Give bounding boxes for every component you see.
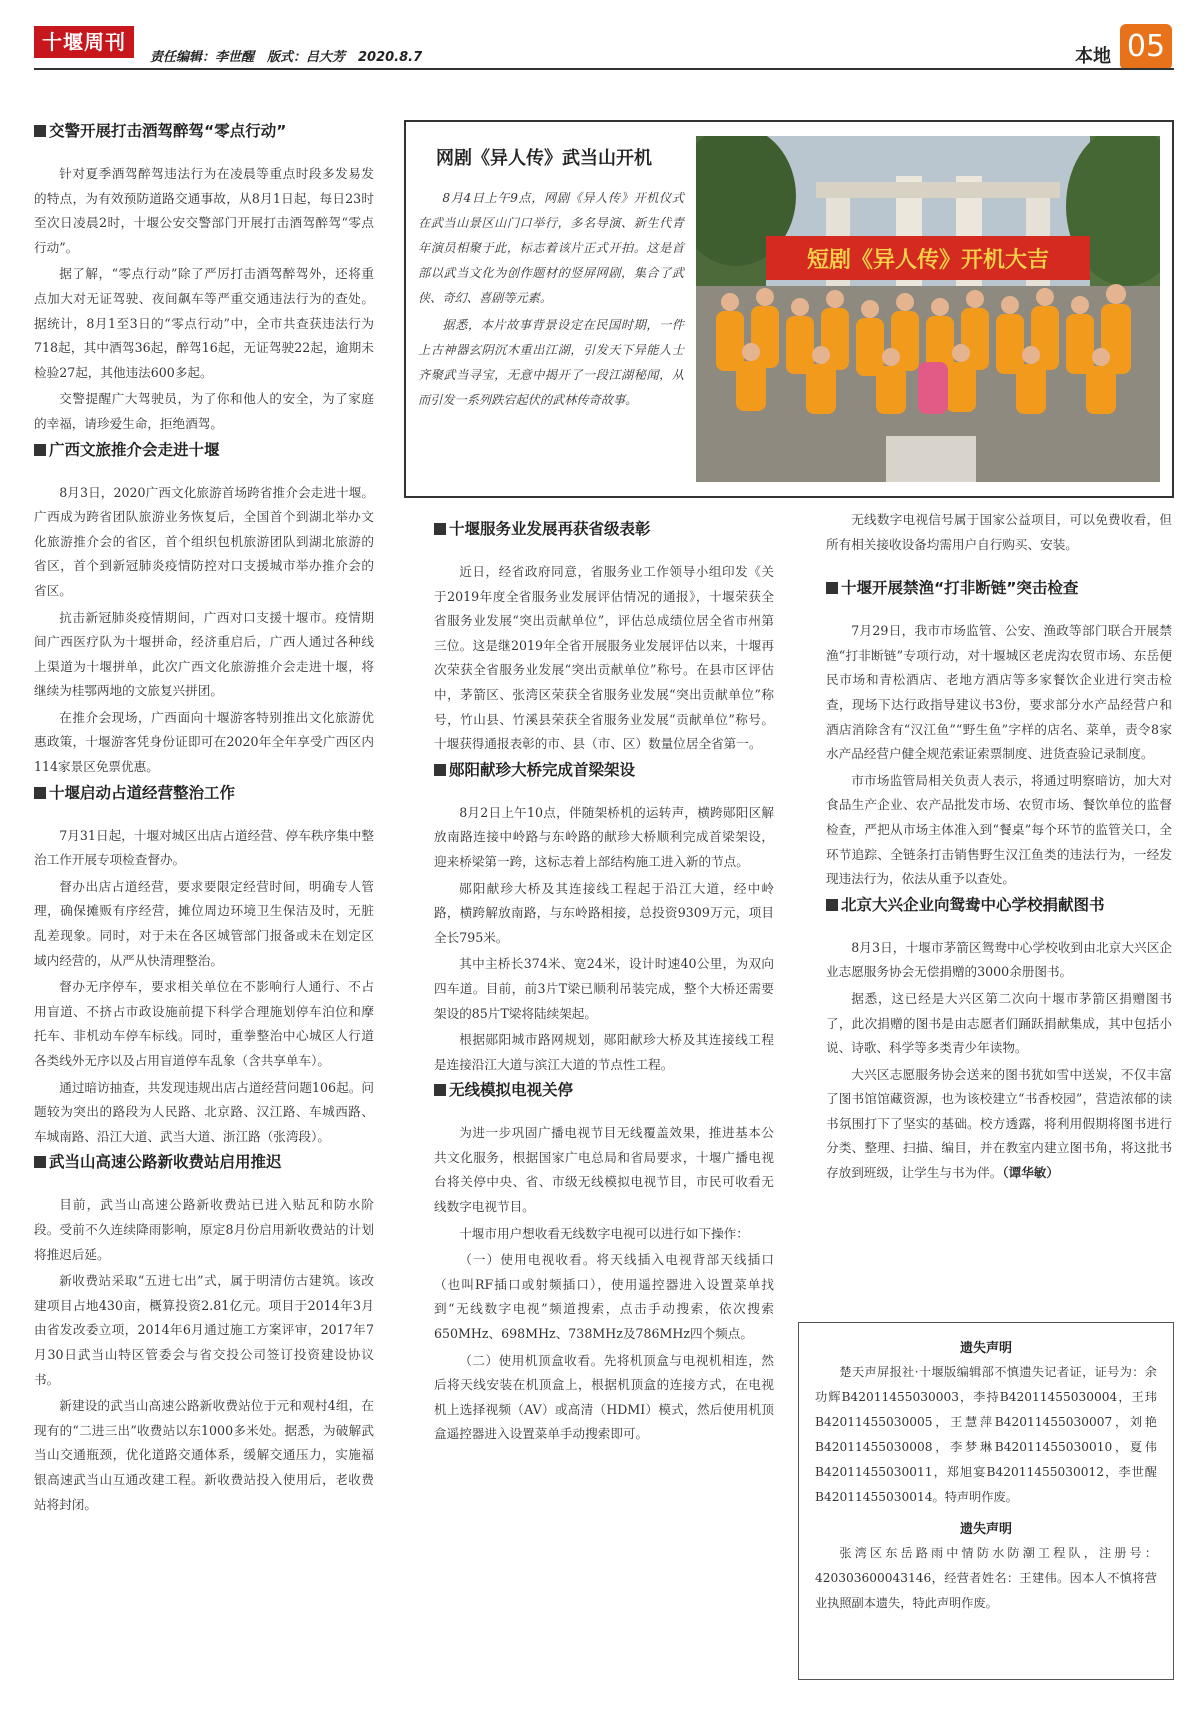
article (34, 439, 374, 780)
article-title-text: 十堰启动占道经营整治工作 (49, 783, 236, 802)
article-paragraph: 近日，经省政府同意，省服务业工作领导小组印发《关于2019年度全省服务业发展评估情况的通报》，十堰荣获全省服务业发展“突出贡献单位”，评估总成绩位居全省市州第三位。这是继2019年全省开展服务业发展评估以来，十堰再次荣获全省服务业发展“突出贡献单位”称号。在县市区评估中，茅箭区、张湾区荣获全省服务业发展“突出贡献单位”称号，竹山县、竹溪县荣获全省服务业发展“贡献单位”称号。十堰获得通报表彰的市、县（市、区）数量位居全省第一。 (434, 564, 774, 752)
notice-title: 遗失声明 (959, 1522, 1012, 1537)
section-label: 本地 (1075, 46, 1111, 67)
article-title (826, 894, 1172, 916)
article-paragraph: 十堰市用户想收看无线数字电视可以进行如下操作： (459, 1225, 749, 1241)
article (826, 577, 1172, 892)
article-continuation: 无线数字电视信号属于国家公益项目，可以免费收看，但所有相关接收设备均需用户自行购买、安装。 (826, 512, 1172, 552)
article-paragraph: 针对夏季酒驾醉驾违法行为在凌晨等重点时段多发易发的特点，为有效预防道路交通事故，从8月1日起，每日23时至次日凌晨2时，十堰公安交警部门开展打击酒驾醉驾“零点行动”。 (34, 166, 374, 255)
article (826, 894, 1172, 1186)
middle-column (434, 518, 774, 1449)
article-paragraph: 交警提醒广大驾驶员，为了你和他人的安全，为了家庭的幸福，请珍爱生命，拒绝酒驾。 (34, 391, 374, 431)
feature-photo (696, 136, 1160, 482)
article-paragraph: 督办无序停车，要求相关单位在不影响行人通行、不占用盲道、不挤占市政设施前提下科学合理施划停车泊位和摩托车、非机动车停车标线。同时，重拳整治中心城区人行道各类线外无序以及占用盲道停车乱象（含共享单车）。 (34, 979, 374, 1068)
feature-text (418, 186, 684, 415)
crew-photo-illustration (696, 136, 1160, 482)
article-paragraph: 督办出店占道经营，要求要限定经营时间，明确专人管理，确保摊贩有序经营，摊位周边环境卫生保洁及时，无脏乱差现象。同时，对于未在各区城管部门报备或未在划定区域内经营的，从严从快清理整治。 (34, 878, 374, 968)
article-paragraph: 根据郧阳城市路网规划，郧阳献珍大桥及其连接线工程是连接沿江大道与滨江大道的节点性工程。 (434, 1032, 774, 1072)
feature-title: 网剧《异人传》武当山开机 (436, 148, 652, 169)
article (34, 1151, 374, 1517)
article-paragraph: （二）使用机顶盒收看。先将机顶盒与电视机相连，然后将天线安装在机顶盒上，根据机顶盒的连接方式，在电视机上选择视频（AV）或高清（HDMI）模式，然后使用机顶盒遥控器进入设置菜单手动搜索即可。 (434, 1352, 774, 1442)
article (34, 120, 374, 437)
article-paragraph: 郧阳献珍大桥及其连接线工程起于沿江大道，经中岭路，横跨解放南路，与东岭路相接，总投资9309万元，项目全长795米。 (434, 880, 774, 945)
article-paragraph: 为进一步巩固广播电视节目无线覆盖效果，推进基本公共文化服务，根据国家广电总局和省局要求，十堰广播电视台将关停中央、省、市级无线模拟电视节目，市民可收看无线数字电视节目。 (434, 1125, 774, 1215)
article-title-text: 武当山高速公路新收费站启用推迟 (49, 1153, 282, 1172)
article-title (34, 439, 374, 461)
square-bullet-icon (826, 582, 838, 594)
article-paragraph-text: 大兴区志愿服务协会送来的图书犹如雪中送炭，不仅丰富了图书馆馆藏资源，也为该校建立“书香校园”，营造浓郁的读书氛围打下了坚实的基础。校方透露，将利用假期将图书进行分类、整理、扫描、编目，并在教室内建立图书角，将这批书存放到班级，让学生与书为伴。 (826, 1066, 1172, 1181)
photo-banner-text: 短剧《异人传》开机大吉 (806, 248, 1050, 273)
article-paragraph: 据了解，“零点行动”除了严厉打击酒驾醉驾外，还将重点加大对无证驾驶、夜间飙车等严重交通违法行为的查处。据统计，8月1至3日的“零点行动”中，全市共查获违法行为718起，其中酒驾36起，醉驾16起，无证驾驶22起，逾期未检验27起，其他违法600多起。 (34, 266, 374, 380)
article (34, 782, 374, 1150)
article-title-text: 郧阳献珍大桥完成首梁架设 (449, 760, 636, 779)
page-number: 05 (1120, 24, 1172, 70)
square-bullet-icon (34, 444, 46, 456)
article (434, 518, 774, 757)
right-column (826, 508, 1172, 1188)
article-paragraph: 新收费站采取“五进七出”式，属于明清仿古建筑。该改建项目占地430亩，概算投资2.81亿元。项目于2014年3月由省发改委立项，2014年6月通过施工方案评审，2017年7月30日武当山特区管委会与省交投公司签订投资建设协议书。 (34, 1273, 374, 1387)
left-column (34, 120, 374, 1519)
article (434, 1079, 774, 1447)
article-title (34, 1151, 374, 1173)
feature-article (404, 120, 1174, 498)
article-paragraph: 8月3日，十堰市茅箭区鸳鸯中心学校收到由北京大兴区企业志愿服务协会无偿捐赠的3000余册图书。 (826, 939, 1172, 980)
article-title (434, 1079, 774, 1101)
masthead-rule (34, 68, 1174, 70)
article-paragraph: 抗击新冠肺炎疫情期间，广西对口支援十堰市。疫情期间广西医疗队为十堰拼命，经济重启后，广西人通过各种线上渠道为十堰拼单，此次广西文化旅游推介会走进十堰，将继续为桂鄂两地的文旅复兴拼团。 (34, 609, 374, 699)
article-paragraph: 市市场监管局相关负责人表示，将通过明察暗访，加大对食品生产企业、农产品批发市场、农贸市场、餐饮单位的监督检查，严把从市场主体准入到“餐桌”每个环节的监管关口，全环节追踪、全链条打击销售野生汉江鱼类的违法行为，一经发现违法行为，依法从重予以查处。 (826, 772, 1172, 887)
feature-paragraph: 据悉，本片故事背景设定在民国时期，一件上古神器玄阴沉木重出江湖，引发天下异能人士齐聚武当寻宝，无意中揭开了一段江湖秘闻，从而引发一系列跌宕起伏的武林传奇故事。 (418, 318, 684, 407)
lost-notice-box (798, 1322, 1174, 1680)
square-bullet-icon (826, 899, 838, 911)
article-title (434, 518, 774, 540)
notice-title: 遗失声明 (959, 1341, 1012, 1356)
article-paragraph: 据悉，这已经是大兴区第二次向十堰市茅箭区捐赠图书了，此次捐赠的图书是由志愿者们踊跃捐献集成，其中包括小说、诗歌、科学等多类青少年读物。 (826, 990, 1172, 1056)
article-paragraph: 目前，武当山高速公路新收费站已进入贴瓦和防水阶段。受前不久连续降雨影响，原定8月份启用新收费站的计划将推迟后延。 (34, 1197, 374, 1262)
article-author: （谭华敏） (1002, 1165, 1059, 1181)
article-paragraph (826, 1063, 1172, 1186)
square-bullet-icon (34, 125, 46, 137)
article-paragraph: 其中主桥长374米、宽24米，设计时速40公里，为双向四车道。目前，前3片T梁已顺利吊装完成，整个大桥还需要架设的85片T梁将陆续架起。 (434, 956, 774, 1021)
square-bullet-icon (434, 764, 446, 776)
article-paragraph: 通过暗访抽查，共发现违规出店占道经营问题106起。问题较为突出的路段为人民路、北京路、汉江路、车城西路、车城南路、沿江大道、武当大道、浙江路（张湾段）。 (34, 1079, 374, 1144)
article-title (826, 577, 1172, 599)
article-title-text: 北京大兴企业向鸳鸯中心学校捐献图书 (841, 895, 1105, 914)
masthead-logo: 十堰周刊 (34, 26, 134, 58)
article-paragraph: 新建设的武当山高速公路新收费站位于元和观村4组，在现有的“二进三出”收费站以东1000多米处。据悉，为破解武当山交通瓶颈，优化道路交通体系，缓解交通压力，实施福银高速武当山互通改建工程。新收费站投入使用后，老收费站将封闭。 (34, 1398, 374, 1512)
notice-text: 楚天声屏报社·十堰版编辑部不慎遗失记者证，证号为：余功辉B42011455030003，李持B42011455030004，王玮B42011455030005，王慧萍B42011455030007，刘艳B42011455030008，李梦琳B42011455030010，夏伟B42011455030011，郑旭宴B42011455030012，李世醒B42011455030014。特声明作废。 (815, 1365, 1157, 1504)
notice-text: 张湾区东岳路雨中情防水防潮工程队，注册号：420303600043146，经营者姓名：王建伟。因本人不慎将营业执照副本遗失，特此声明作废。 (815, 1546, 1157, 1610)
square-bullet-icon (34, 787, 46, 799)
article-title-text: 交警开展打击酒驾醉驾“零点行动” (49, 122, 287, 140)
article (434, 759, 774, 1078)
article-title (34, 782, 374, 804)
article-paragraph: 7月29日，我市市场监管、公安、渔政等部门联合开展禁渔“打非断链”专项行动，对十堰城区老虎沟农贸市场、东岳便民市场和青松酒店、老地方酒店等多家餐饮企业进行突击检查，现场下达行政指导建议书3份，要求部分水产品经营户和酒店消除含有“汉江鱼”“野生鱼”字样的店名、菜单，责令8家水产品经营户健全规范索证索票制度、进货查验记录制度。 (826, 623, 1172, 762)
article-paragraph: 8月3日，2020广西文化旅游首场跨省推介会走进十堰。广西成为跨省团队旅游业务恢复后，全国首个到湖北举办文化旅游推介会的省区，首个组织包机旅游团队到湖北旅游的省区，首个到新冠肺炎疫情防控对口支援城市举办推介会的省区。 (34, 484, 374, 598)
editor-credits: 责任编辑：李世醒 版式：吕大芳 2020.8.7 (150, 50, 423, 65)
square-bullet-icon (434, 1084, 446, 1096)
article-paragraph: 7月31日起，十堰对城区出店占道经营、停车秩序集中整治工作开展专项检查督办。 (34, 827, 374, 868)
article-title-text: 广西文旅推介会走进十堰 (49, 440, 220, 459)
feature-paragraph: 8月4日上午9点，网剧《异人传》开机仪式在武当山景区山门口举行，多名导演、新生代青年演员相聚于此，标志着该片正式开拍。这是首部以武当文化为创作题材的竖屏网剧，集合了武侠、奇幻、喜剧等元素。 (418, 191, 684, 305)
article-paragraph: 在推介会现场，广西面向十堰游客特别推出文化旅游优惠政策，十堰游客凭身份证即可在2020年全年享受广西区内114家景区免票优惠。 (34, 709, 374, 775)
article-title (434, 759, 774, 781)
article-title (34, 120, 374, 142)
article-paragraph: 8月2日上午10点，伴随架桥机的运转声，横跨郧阳区解放南路连接中岭路与东岭路的献珍大桥顺利完成首梁架设，迎来桥梁第一跨，这标志着上部结构施工进入新的节点。 (434, 804, 774, 869)
article-paragraph: （一）使用电视收看。将天线插入电视背部天线插口（也叫RF插口或射频插口），使用遥控器进入设置菜单找到“无线数字电视”频道搜索，点击手动搜索，依次搜索650MHz、698MHz、738MHz及786MHz四个频点。 (434, 1252, 774, 1342)
article-title-text: 无线模拟电视关停 (449, 1081, 574, 1100)
article-title-text: 十堰开展禁渔“打非断链”突击检查 (841, 579, 1079, 598)
square-bullet-icon (34, 1156, 46, 1168)
article-title-text: 十堰服务业发展再获省级表彰 (449, 520, 651, 538)
square-bullet-icon (434, 523, 446, 535)
